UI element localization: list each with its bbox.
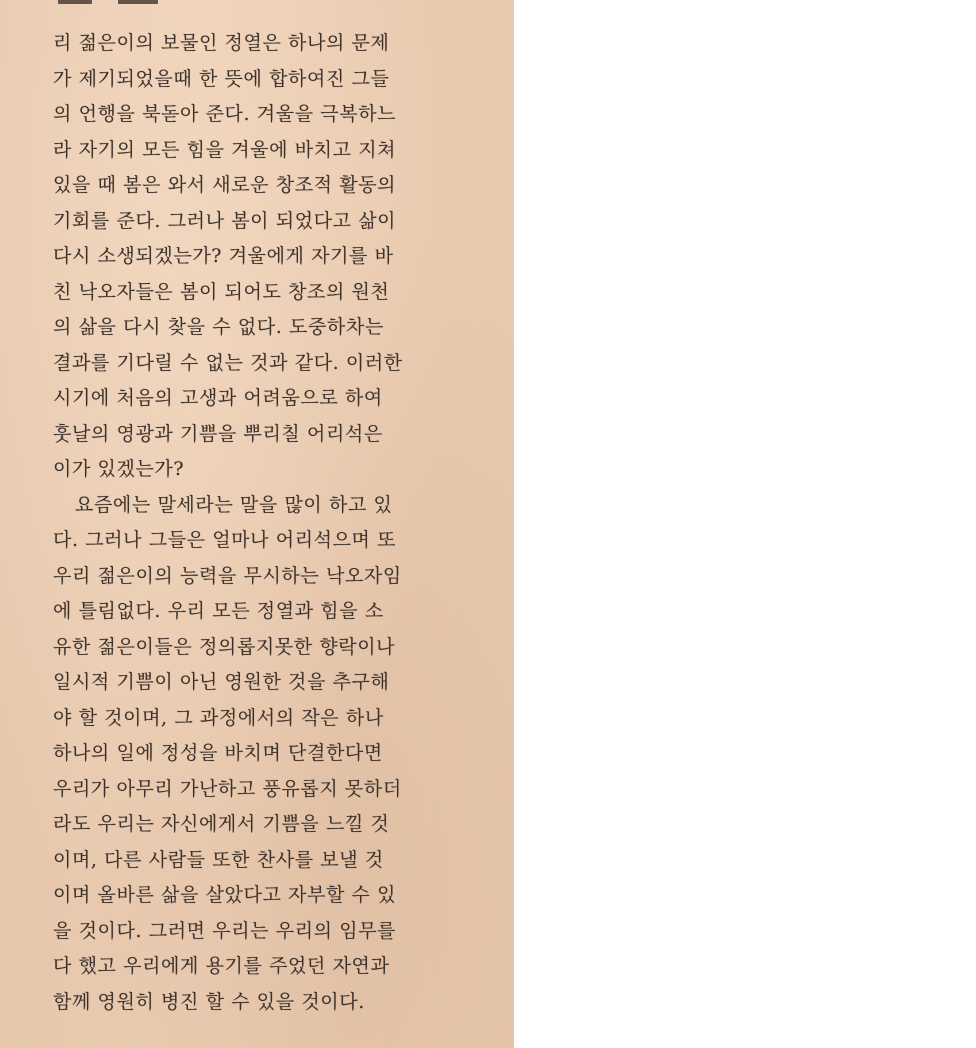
- text-line: 일시적 기쁨이 아닌 영원한 것을 추구해: [53, 671, 390, 693]
- text-line: 이며, 다른 사람들 또한 찬사를 보낼 것: [53, 848, 384, 871]
- text-line: 의 언행을 북돋아 준다. 겨울을 극복하느: [53, 103, 397, 125]
- text-line: 기회를 준다. 그러나 봄이 되었다고 삶이: [53, 209, 397, 232]
- text-line: 하나의 일에 정성을 바치며 단결한다면: [53, 742, 383, 764]
- text-line: 우리 젊은이의 능력을 무시하는 낙오자임: [53, 564, 402, 587]
- text-line: 의 삶을 다시 찾을 수 없다. 도중하차는: [53, 316, 384, 338]
- text-line: 리 젊은이의 보물인 정열은 하나의 문제: [53, 32, 390, 54]
- text-line: 이며 올바른 삶을 살았다고 자부할 수 있: [53, 884, 397, 906]
- text-line: 우리가 아무리 가난하고 풍유롭지 못하더: [53, 777, 402, 800]
- text-line: 다. 그러나 그들은 얼마나 어리석으며 또: [53, 529, 397, 551]
- text-line: 다시 소생되겠는가? 겨울에게 자기를 바: [53, 245, 394, 267]
- text-line: 있을 때 봄은 와서 새로운 창조적 활동의: [53, 174, 397, 196]
- text-line: 이가 있겠는가?: [53, 458, 185, 480]
- text-line: 친 낙오자들은 봄이 되어도 창조의 원천: [53, 280, 390, 303]
- paragraph-start-line: 요즘에는 말세라는 말을 많이 하고 있: [75, 493, 393, 516]
- text-line: 다 했고 우리에게 용기를 주었던 자연과: [53, 955, 390, 977]
- text-line: 라 자기의 모든 힘을 겨울에 바치고 지쳐: [53, 138, 397, 161]
- text-line: 시기에 처음의 고생과 어려움으로 하여: [53, 387, 383, 409]
- text-line: 훗날의 영광과 기쁨을 뿌리칠 어리석은: [53, 422, 383, 445]
- text-line: 라도 우리는 자신에게서 기쁨을 느낄 것: [53, 813, 390, 835]
- text-line: 가 제기되었을때 한 뜻에 합하여진 그들: [53, 67, 390, 90]
- cropped-header-fragment: [58, 0, 218, 8]
- text-line: 을 것이다. 그러면 우리는 우리의 임무를: [53, 919, 397, 942]
- text-line: 야 할 것이며, 그 과정에서의 작은 하나: [53, 706, 384, 729]
- text-line: 결과를 기다릴 수 없는 것과 같다. 이러한: [53, 351, 403, 374]
- text-line: 함께 영원히 병진 할 수 있을 것이다.: [53, 990, 365, 1013]
- text-line: 에 틀림없다. 우리 모든 정열과 힘을 소: [53, 600, 384, 622]
- text-line: 유한 젊은이들은 정의롭지못한 향락이나: [53, 635, 396, 658]
- body-text: [53, 26, 473, 1020]
